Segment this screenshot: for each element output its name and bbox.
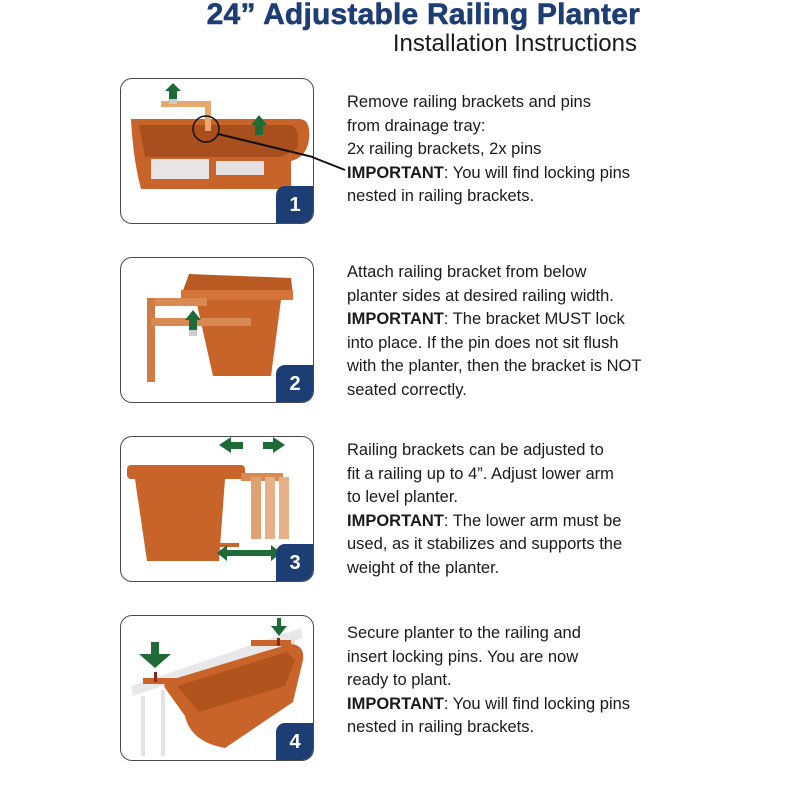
step-1-text xyxy=(347,91,707,209)
step-1-line: nested in railing brackets. xyxy=(347,187,535,205)
page-title: 24” Adjustable Railing Planter xyxy=(206,0,640,31)
step-3-line: : The lower arm must be xyxy=(443,511,622,530)
step-3-badge: 3 xyxy=(276,544,314,582)
step-4-text xyxy=(347,622,707,740)
step-4-badge: 4 xyxy=(276,723,314,761)
step-4-illustration xyxy=(120,615,314,761)
step-2-line: with the planter, then the bracket is NOT xyxy=(347,357,642,375)
step-4-line: ready to plant. xyxy=(347,671,452,689)
step-2-line: : The bracket MUST lock xyxy=(443,310,625,328)
step-2-line: Attach railing bracket from below xyxy=(347,263,587,281)
step-1-line: : You will find locking pins xyxy=(443,163,631,182)
page-subtitle: Installation Instructions xyxy=(392,30,637,57)
step-4-line: insert locking pins. You are now xyxy=(347,647,579,666)
step-1-badge: 1 xyxy=(276,186,314,224)
important-label: IMPORTANT xyxy=(347,694,444,713)
step-2-badge: 2 xyxy=(276,365,314,403)
step-3-line: weight of the planter. xyxy=(347,558,500,577)
step-2-line: into place. If the pin does not sit flush xyxy=(347,333,619,352)
important-label: IMPORTANT xyxy=(347,310,444,328)
step-3-text xyxy=(347,439,707,580)
step-3-line: used, as it stabilizes and supports the xyxy=(347,535,623,553)
step-4-line: : You will find locking pins xyxy=(443,694,631,713)
important-label: IMPORTANT xyxy=(347,163,444,182)
step-4-line: Secure planter to the railing and xyxy=(347,624,581,642)
step-1-illustration xyxy=(120,78,314,224)
step-4-line: nested in railing brackets. xyxy=(347,718,535,736)
step-1-line: Remove railing brackets and pins xyxy=(347,93,591,111)
step-1-line: 2x railing brackets, 2x pins xyxy=(347,140,542,158)
step-1-line: from drainage tray: xyxy=(347,116,486,135)
step-2-illustration xyxy=(120,257,314,403)
step-3-line: to level planter. xyxy=(347,488,458,506)
step-3-line: Railing brackets can be adjusted to xyxy=(347,441,604,459)
step-2-text xyxy=(347,261,707,402)
step-2-line: planter sides at desired railing width. xyxy=(347,286,614,305)
step-3-line: fit a railing up to 4”. Adjust lower arm xyxy=(347,464,614,483)
step-2-line: seated correctly. xyxy=(347,380,467,399)
step-3-illustration xyxy=(120,436,314,582)
important-label: IMPORTANT xyxy=(347,511,444,530)
